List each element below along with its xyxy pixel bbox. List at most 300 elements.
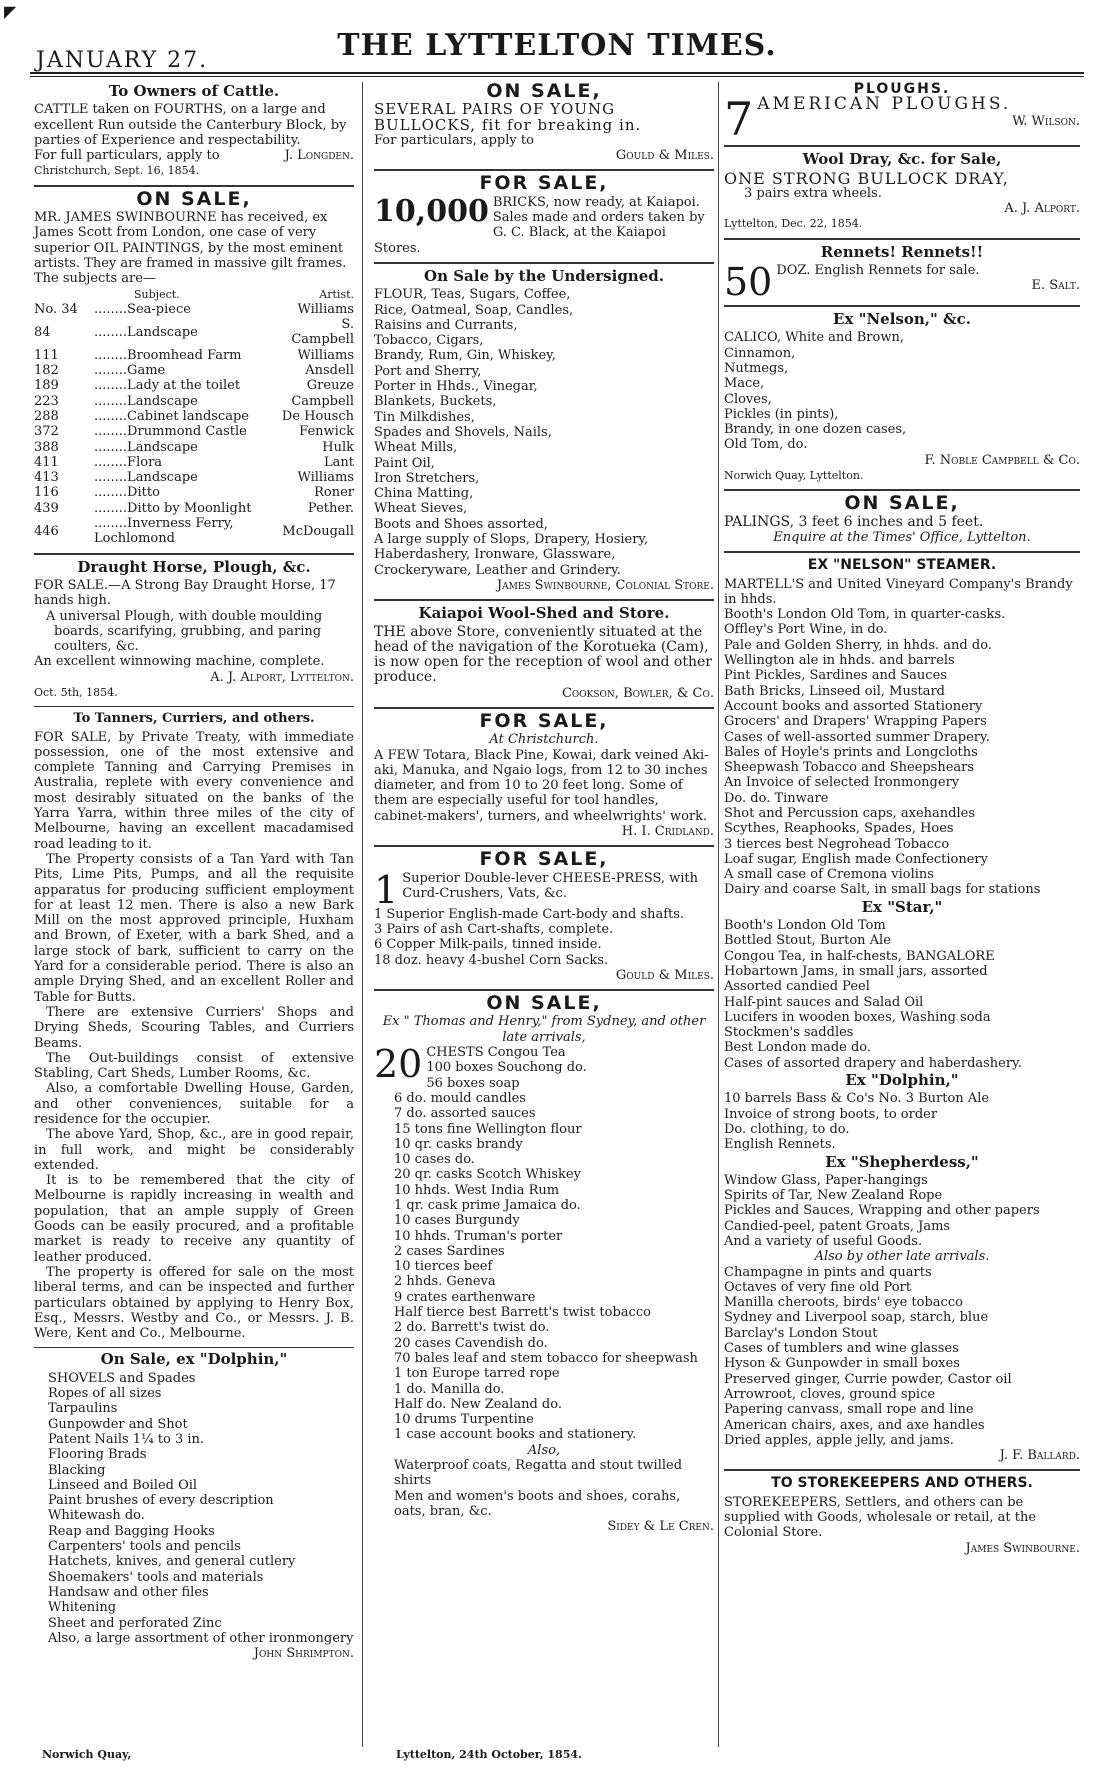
table-row (34, 394, 354, 409)
list-item: Wheat Mills, (374, 440, 458, 456)
list-item: 10 hhds. Truman's porter (394, 1228, 563, 1244)
also-label: Also, (527, 1442, 561, 1458)
list-item: Dried apples, apple jelly, and jams. (724, 1432, 954, 1448)
list-item: Congou Tea, in half-chests, BANGALORE (724, 948, 995, 964)
column-3 (724, 82, 1080, 1562)
list-item: Carpenters' tools and pencils (48, 1539, 241, 1555)
item-list (374, 287, 714, 578)
list-item: Hobartown Jams, in small jars, assorted (724, 963, 988, 979)
list-item: Window Glass, Paper-hangings (724, 1172, 928, 1188)
table-row (34, 348, 354, 363)
list-item: FLOUR, Teas, Sugars, Coffee, (374, 287, 571, 303)
ad-rennets (724, 242, 1080, 305)
list-item: CALICO, White and Brown, (724, 330, 904, 346)
list-item: 2 hhds. Geneva (394, 1274, 496, 1290)
table-cell: 111 (34, 347, 59, 363)
table-cell: Williams (297, 470, 354, 486)
ad-subheading: Ex " Thomas and Henry," from Sydney, and other late arrivals, (382, 1014, 706, 1045)
list-item: Bales of Hoyle's prints and Longcloths (724, 744, 978, 760)
list-item: American chairs, axes, and axe handles (724, 1417, 985, 1433)
list-item: Tarpaulins (48, 1401, 118, 1417)
ad-nelson-steamer (724, 558, 1080, 1463)
paragraph: It is to be remembered that the city of Melbourne is rapidly increasing in wealth and population, that an ample supply of Green Goods can be easily procured, and a profitable market is ready to receive any quantity of leather produced. (34, 1173, 354, 1265)
ad-body: A FEW Totara, Black Pine, Kowai, dark veined Aki-aki, Manuka, and Ngaio logs, from 12 to 30 inches diameter, and from 10 to 20 feet long. Some of them are especially useful for tool handles, cabinet-makers', turners, and wheelwrights' work. (374, 747, 709, 824)
table-cell: 413 (34, 470, 59, 486)
ad-signature: W. Wilson. (1012, 113, 1080, 129)
column-divider (718, 82, 719, 1747)
ad-rule (374, 707, 714, 709)
list-item: Also, a large assortment of other ironmongery (48, 1630, 354, 1646)
table-cell: De Housch (281, 408, 354, 424)
list-item: Hyson & Gunpowder in small boxes (724, 1356, 960, 1372)
ad-heading: Wool Dray, &c. for Sale, (802, 150, 1002, 169)
ad-body: PALINGS, 3 feet 6 inches and 5 feet. (724, 513, 984, 530)
list-item: Blankets, Buckets, (374, 394, 497, 410)
list-item: Hatchets, knives, and general cutlery (48, 1554, 296, 1570)
table-cell: Lant (324, 454, 354, 470)
list-item: Spades and Shovels, Nails, (374, 424, 552, 440)
list-item: A small case of Cremona violins (724, 867, 934, 883)
ad-rule (374, 989, 714, 991)
ad-draught-horse (34, 557, 354, 701)
list-item: 2 do. Barrett's twist do. (394, 1320, 550, 1336)
table-cell: S. Campbell (291, 317, 354, 348)
list-item: Arrowroot, cloves, ground spice (724, 1386, 936, 1402)
ad-rule (724, 1469, 1080, 1471)
ad-rule (374, 169, 714, 171)
sub-heading: Ex "Shepherdess," (825, 1152, 979, 1171)
list-item: Lucifers in wooden boxes, Washing soda (724, 1009, 991, 1025)
list-item: Tin Milkdishes, (374, 409, 475, 425)
list-item: Handsaw and other files (48, 1584, 209, 1600)
item-list (374, 1060, 714, 1442)
ad-rule (724, 305, 1080, 307)
list-item: Brandy, in one dozen cases, (724, 422, 907, 438)
list-item: Linseed and Boiled Oil (48, 1477, 198, 1493)
list-item: Booth's London Old Tom (724, 918, 886, 934)
ad-heading: On Sale by the Undersigned. (424, 266, 664, 285)
list-item: 15 tons fine Wellington flour (394, 1121, 582, 1137)
ad-heading: Ex "Nelson," &c. (833, 310, 971, 329)
list-item: Half tierce best Barrett's twist tobacco (394, 1305, 651, 1321)
table-cell: Pether. (307, 500, 354, 516)
list-item: 2 cases Sardines (394, 1243, 505, 1259)
list-item: 1 Superior English-made Cart-body and shafts. (374, 906, 685, 922)
ad-body: 1 Superior Double-lever CHEESE-PRESS, with Curd-Crushers, Vats, &c. (374, 867, 699, 912)
ad-signature: Gould & Miles. (615, 967, 714, 983)
ad-rule (724, 489, 1080, 491)
list-item: Raisins and Currants, (374, 317, 518, 333)
cheese-number: 1 (374, 867, 399, 912)
table-cell: ........Drummond Castle (94, 424, 247, 440)
paragraph: The Out-buildings consist of extensive Stabling, Cart Sheds, Lumber Rooms, &c. (34, 1050, 354, 1082)
ad-thomas-henry (374, 992, 714, 1535)
list-item: 1 do. Manilla do. (394, 1381, 505, 1397)
item-list (724, 577, 1080, 898)
table-row (34, 302, 354, 317)
ad-heading: Kaiapoi Wool-Shed and Store. (418, 604, 670, 623)
table-cell: ........Cabinet landscape (94, 408, 249, 424)
ad-body: MR. JAMES SWINBOURNE has received, ex James Scott from London, one case of very superior OIL PAINTINGS, by the most eminent artists. They are framed in massive gilt frames. The subjects are— (34, 210, 347, 287)
table-cell: Williams (297, 347, 354, 363)
list-item: Sydney and Liverpool soap, starch, blue (724, 1310, 989, 1326)
ad-storekeepers (724, 1476, 1080, 1555)
list-item: Blacking (48, 1462, 106, 1478)
footer-date: Lyttelton, 24th October, 1854. (396, 1748, 582, 1761)
ad-rule (374, 845, 714, 847)
list-item: 20 qr. casks Scotch Whiskey (394, 1167, 581, 1183)
table-cell: ........Broomhead Farm (94, 347, 242, 363)
list-item: Rice, Oatmeal, Soap, Candles, (374, 302, 574, 318)
issue-date: JANUARY 27. (36, 48, 209, 73)
table-cell: 223 (34, 393, 59, 409)
ploughs-number: 7 (724, 92, 754, 147)
list-item: Spirits of Tar, New Zealand Rope (724, 1188, 943, 1204)
ad-signature: John Shrimpton. (253, 1646, 354, 1662)
table-cell: ........Landscape (94, 324, 198, 340)
ad-cattle (34, 84, 354, 179)
list-item: 10 cases do. (394, 1152, 475, 1168)
column-1 (34, 82, 354, 1667)
list-item: Scythes, Reaphooks, Spades, Hoes (724, 821, 954, 837)
list-item: Gunpowder and Shot (48, 1416, 188, 1432)
ad-apply: For particulars, apply to (374, 132, 534, 148)
ad-signature: Gould & Miles. (615, 148, 714, 164)
item-list (374, 907, 714, 968)
list-item: Offley's Port Wine, in do. (724, 622, 888, 638)
bricks-number: 10,000 (374, 193, 489, 229)
list-item: Whitewash do. (48, 1508, 145, 1524)
item-list (724, 918, 1080, 1071)
ad-body: 7 AMERICAN PLOUGHS. (724, 92, 1012, 147)
list-item: Cases of well-assorted summer Drapery. (724, 729, 990, 745)
paragraph: The property is offered for sale on the most liberal terms, and can be inspected and further particulars obtained by applying to Henry Box, Esq., Messrs. Westby and Co., or Messrs. J. B. Were, Kent and Co., Melbourne. (34, 1264, 354, 1342)
item-list (724, 1091, 1080, 1152)
ad-woolshed (374, 606, 714, 701)
table-row (34, 424, 354, 439)
list-item: SHOVELS and Spades (48, 1370, 196, 1386)
ad-heading: FOR SALE, (479, 709, 609, 732)
ad-place: Norwich Quay, Lyttelton. (724, 469, 864, 483)
ad-wool-dray (724, 152, 1080, 231)
list-item: Papering canvass, small rope and line (724, 1402, 974, 1418)
ad-paintings (34, 187, 354, 547)
ad-signature: A. J. Alport, Lyttelton. (210, 669, 354, 685)
ad-rule (34, 1347, 354, 1348)
table-cell: ........Inverness Ferry, Lochlomond (94, 516, 234, 547)
list-item: Reap and Bagging Hooks (48, 1523, 215, 1539)
list-item: Best London made do. (724, 1040, 872, 1056)
item-list (724, 1265, 1080, 1449)
table-row (34, 501, 354, 516)
list-item: 7 do. assorted sauces (394, 1106, 536, 1122)
ad-signature: E. Salt. (1031, 278, 1080, 294)
list-item: 56 boxes soap (426, 1075, 520, 1091)
ad-tanners (34, 711, 354, 1341)
list-item: Cases of tumblers and wine glasses (724, 1341, 959, 1357)
list-item: 10 hhds. West India Rum (394, 1182, 560, 1198)
list-item: An Invoice of selected Ironmongery (724, 775, 960, 791)
list-item: Manilla cheroots, birds' eye tobacco (724, 1295, 963, 1311)
ad-heading: To Owners of Cattle. (108, 82, 280, 100)
ad-heading: ON SALE, (136, 187, 252, 210)
ad-signature: Sidey & Le Cren. (607, 1519, 714, 1535)
list-item: MARTELL'S and United Vineyard Company's Brandy in hhds. (724, 576, 1073, 607)
ad-heading: On Sale, ex "Dolphin," (100, 1350, 288, 1369)
paragraph: FOR SALE, by Private Treaty, with immediate possession, one of the most extensive and complete Tanning and Carrying Premises in Australia, replete with every convenience and most desirably situated on the banks of the Yarra Yarra, within three miles of the city of Melbourne, having an excellent macadamised road leading to it. (34, 729, 354, 852)
table-cell: ........Game (94, 363, 166, 379)
col-artist-header: Artist. (319, 287, 354, 301)
ad-heading: ON SALE, (486, 80, 602, 102)
list-item: 1 case account books and stationery. (394, 1427, 637, 1443)
list-item: Do. do. Tinware (724, 790, 829, 806)
table-cell: No. 34 (34, 301, 78, 317)
table-cell: 372 (34, 424, 59, 440)
list-item: 6 Copper Milk-pails, tinned inside. (374, 937, 602, 953)
list-item: Cases of assorted drapery and haberdashery. (724, 1055, 1022, 1071)
list-item: Flooring Brads (48, 1447, 147, 1463)
ad-body: FOR SALE.—A Strong Bay Draught Horse, 17 hands high. (34, 577, 336, 609)
list-item: Pint Pickles, Sardines and Sauces (724, 668, 947, 684)
paintings-table (34, 287, 354, 547)
list-item: 10 qr. casks brandy (394, 1136, 523, 1152)
list-item: Half do. New Zealand do. (394, 1396, 562, 1412)
ad-rule (374, 599, 714, 601)
list-item: 10 cases Burgundy (394, 1213, 520, 1229)
list-item: Octaves of very fine old Port (724, 1279, 912, 1295)
footer-place: Norwich Quay, (42, 1748, 132, 1761)
table-row (34, 440, 354, 455)
table-cell: ........Ditto by Moonlight (94, 500, 252, 516)
table-cell: 439 (34, 500, 59, 516)
ad-signature: H. I. Cridland. (621, 824, 714, 840)
ad-rule (724, 238, 1080, 240)
ad-body: An excellent winnowing machine, complete. (34, 654, 325, 670)
table-cell: McDougall (282, 523, 354, 539)
ad-heading: FOR SALE, (479, 172, 609, 195)
list-item: Account books and assorted Stationery (724, 698, 983, 714)
list-item: Iron Stretchers, (374, 470, 480, 486)
ad-heading: Rennets! Rennets!! (820, 242, 984, 261)
table-cell: 388 (34, 439, 59, 455)
list-item: Pickles and Sauces, Wrapping and other papers (724, 1203, 1040, 1219)
list-item: Brandy, Rum, Gin, Whiskey, (374, 348, 556, 364)
ad-body (34, 730, 354, 1342)
list-item: And a variety of useful Goods. (724, 1234, 923, 1249)
paragraph: The above Yard, Shop, &c., are in good repair, in full work, and might be considerably extended. (34, 1127, 354, 1173)
list-item: Waterproof coats, Regatta and stout twilled shirts (394, 1458, 683, 1489)
ad-body: 50 DOZ. English Rennets for sale. (724, 260, 980, 305)
masthead-rule (30, 72, 1084, 74)
ad-body: CATTLE taken on FOURTHS, on a large and excellent Run outside the Canterbury Block, by parties of Experience and respectability. (34, 102, 347, 148)
item-list (724, 330, 1080, 452)
list-item: 3 tierces best Negrohead Tobacco (724, 836, 950, 852)
table-row (34, 516, 354, 547)
list-item: 10 tierces beef (394, 1259, 493, 1275)
item-list (34, 1371, 354, 1646)
table-cell: Williams (297, 301, 354, 317)
ad-body: STOREKEEPERS, Settlers, and others can be supplied with Goods, wholesale or retail, at the Colonial Store. (724, 1494, 1037, 1541)
ad-timber (374, 709, 714, 840)
list-item: Bottled Stout, Burton Ale (724, 933, 891, 949)
ad-palings (724, 492, 1080, 545)
list-item: Dairy and coarse Salt, in small bags for stations (724, 882, 1041, 898)
list-item: Shoemakers' tools and materials (48, 1569, 264, 1585)
ad-signature: James Swinbourne. (965, 1540, 1080, 1556)
list-item: Loaf sugar, English made Confectionery (724, 851, 988, 867)
ad-subheading: At Christchurch. (489, 732, 599, 748)
ad-rule (34, 706, 354, 707)
list-item: 10 drums Turpentine (394, 1412, 534, 1428)
list-item: Stockmen's saddles (724, 1025, 854, 1041)
table-cell: 84 (34, 324, 51, 340)
masthead-rule-thin (30, 76, 1084, 77)
ad-ploughs (724, 81, 1080, 147)
ad-bullocks (374, 80, 714, 164)
list-item: Paint Oil, (374, 455, 435, 471)
list-item: 18 doz. heavy 4-bushel Corn Sacks. (374, 952, 609, 968)
ad-rule (34, 185, 354, 187)
table-cell: ........Lady at the toilet (94, 378, 241, 394)
ad-body: ONE STRONG BULLOCK DRAY, (724, 168, 1009, 188)
list-item: Wellington ale in hhds. and barrels (724, 653, 955, 669)
ad-subheading: Enquire at the Times' Office, Lyttelton. (773, 529, 1031, 545)
list-item: Porter in Hhds., Vinegar, (374, 379, 538, 395)
list-item: Barclay's London Stout (724, 1325, 878, 1341)
ad-heading: To Tanners, Curriers, and others. (73, 711, 315, 727)
table-cell: ........Landscape (94, 439, 198, 455)
list-item: Preserved ginger, Currie powder, Castor oil (724, 1371, 1012, 1387)
masthead (30, 18, 1084, 78)
ad-rule (724, 551, 1080, 553)
list-item: Candied-peel, patent Groats, Jams (724, 1218, 951, 1234)
ad-signature: F. Noble Campbell & Co. (924, 452, 1080, 468)
ad-signature: A. J. Alport. (1004, 201, 1080, 217)
column-divider (362, 82, 363, 1747)
table-row (34, 363, 354, 378)
list-item: Booth's London Old Tom, in quarter-casks. (724, 607, 1006, 623)
ad-heading: PLOUGHS. (853, 81, 951, 97)
list-item: 1 qr. cask prime Jamaica do. (394, 1198, 581, 1213)
table-cell: Ansdell (305, 363, 354, 379)
ad-apply: For full particulars, apply to J. Longden. (34, 148, 354, 164)
ad-rule (374, 262, 714, 264)
ad-rule (724, 145, 1080, 147)
ad-heading: TO STOREKEEPERS AND OTHERS. (771, 1475, 1033, 1492)
sub-heading: Ex "Star," (861, 897, 943, 916)
list-item: Wheat Sieves, (374, 501, 468, 517)
ad-bricks (374, 172, 714, 256)
item-list (374, 1458, 714, 1519)
list-item: A large supply of Slops, Drapery, Hosiery, Haberdashery, Ironware, Glassware, Crockeryware, Leather and Grindery. (374, 532, 649, 578)
ad-date: Christchurch, Sept. 16, 1854. (34, 164, 200, 178)
list-item: Cinnamon, (724, 345, 796, 361)
ad-date: Oct. 5th, 1854. (34, 685, 118, 699)
ad-cheese-press (374, 848, 714, 983)
list-item: Grocers' and Drapers' Wrapping Papers (724, 714, 987, 730)
table-cell: Greuze (306, 378, 354, 394)
list-item: 1 ton Europe tarred rope (394, 1366, 560, 1382)
table-row (34, 317, 354, 348)
table-cell: 411 (34, 454, 59, 470)
list-item: Port and Sherry, (374, 363, 482, 379)
chests-number: 20 (374, 1042, 423, 1087)
list-item: Pickles (in pints), (724, 406, 839, 422)
ad-heading: Draught Horse, Plough, &c. (77, 557, 311, 576)
paragraph: There are extensive Curriers' Shops and Drying Sheds, Scouring Tables, and Curriers Beams. (34, 1004, 354, 1051)
ad-signature: Cookson, Bowler, & Co. (561, 685, 714, 701)
table-row (34, 455, 354, 470)
list-item: 10 barrels Bass & Co's No. 3 Burton Ale (724, 1091, 990, 1107)
table-cell: 288 (34, 408, 59, 424)
table-cell: ........Sea-piece (94, 301, 191, 317)
list-item: Sheepwash Tobacco and Sheepshears (724, 760, 975, 776)
table-cell: 189 (34, 378, 59, 394)
ad-heading: ON SALE, (844, 492, 960, 515)
list-item: Paint brushes of every description (48, 1493, 274, 1509)
sub-heading: Also by other late arrivals. (814, 1249, 990, 1265)
table-row (34, 409, 354, 424)
list-item: Nutmegs, (724, 360, 789, 376)
list-item: 100 boxes Souchong do. (426, 1060, 587, 1076)
col-subject-header: Subject. (134, 287, 180, 301)
list-item: 20 cases Cavendish do. (394, 1335, 548, 1351)
list-item: China Matting, (374, 486, 474, 502)
paragraph: Also, a comfortable Dwelling House, Garden, and other conveniences, suitable for a residence for the occupier. (34, 1081, 354, 1127)
list-item: 3 Pairs of ash Cart-shafts, complete. (374, 921, 614, 937)
list-item: Bath Bricks, Linseed oil, Mustard (724, 683, 945, 699)
list-item: Mace, (724, 376, 765, 392)
ad-signature: James Swinbourne, Colonial Store. (496, 577, 714, 593)
table-cell: 182 (34, 363, 59, 379)
ad-subheading: 3 pairs extra wheels. (744, 185, 882, 201)
ad-heading: EX "NELSON" STEAMER. (807, 557, 997, 574)
table-cell: ........Landscape (94, 470, 198, 486)
ad-undersigned (374, 266, 714, 593)
rennets-number: 50 (724, 260, 773, 305)
ad-date: Lyttelton, Dec. 22, 1854. (724, 217, 863, 231)
newspaper-title: THE LYTTELTON TIMES. (337, 28, 777, 63)
list-item: Cloves, (724, 391, 772, 407)
table-cell: Roner (314, 485, 354, 501)
list-item: Tobacco, Cigars, (374, 333, 484, 349)
list-item: Pale and Golden Sherry, in hhds. and do. (724, 637, 992, 653)
table-row (34, 378, 354, 393)
ad-body: A universal Plough, with double moulding boards, scarifying, grubbing, and paring coulters, &c. (46, 608, 323, 655)
ad-dolphin (34, 1352, 354, 1661)
item-list (724, 1173, 1080, 1249)
table-cell: 116 (34, 485, 59, 501)
table-cell: 446 (34, 523, 59, 539)
table-row (34, 485, 354, 500)
table-cell: Fenwick (299, 424, 354, 440)
table-cell: Hulk (322, 439, 354, 455)
ad-nelson (724, 312, 1080, 483)
table-row (34, 470, 354, 485)
list-item: Men and women's boots and shoes, corahs, oats, bran, &c. (394, 1488, 681, 1519)
list-item: Whitening (48, 1600, 117, 1616)
paragraph: The Property consists of a Tan Yard with Tan Pits, Lime Pits, Pumps, and all the requisite apparatus for producing sufficient employment for at least 12 men. There is also a new Bark Mill on the most approved principle, Huxham and Brown, of Exeter, with a bark Shed, and a large stock of bark, sufficient to carry on the Yard for a considerable period. There is also an ample Drying Shed, and an excellent Roller and Table for Butts. (34, 851, 354, 1005)
list-item: Boots and Shoes assorted, (374, 516, 548, 532)
table-cell: Campbell (291, 393, 354, 409)
list-item: 6 do. mould candles (394, 1090, 526, 1106)
list-item: Sheet and perforated Zinc (48, 1615, 222, 1631)
list-item: Do. clothing, to do. (724, 1121, 850, 1137)
ad-heading: FOR SALE, (479, 848, 609, 871)
ad-signature: J. F. Ballard. (999, 1448, 1080, 1464)
table-cell: ........Ditto (94, 485, 160, 501)
list-item: Ropes of all sizes (48, 1386, 162, 1402)
